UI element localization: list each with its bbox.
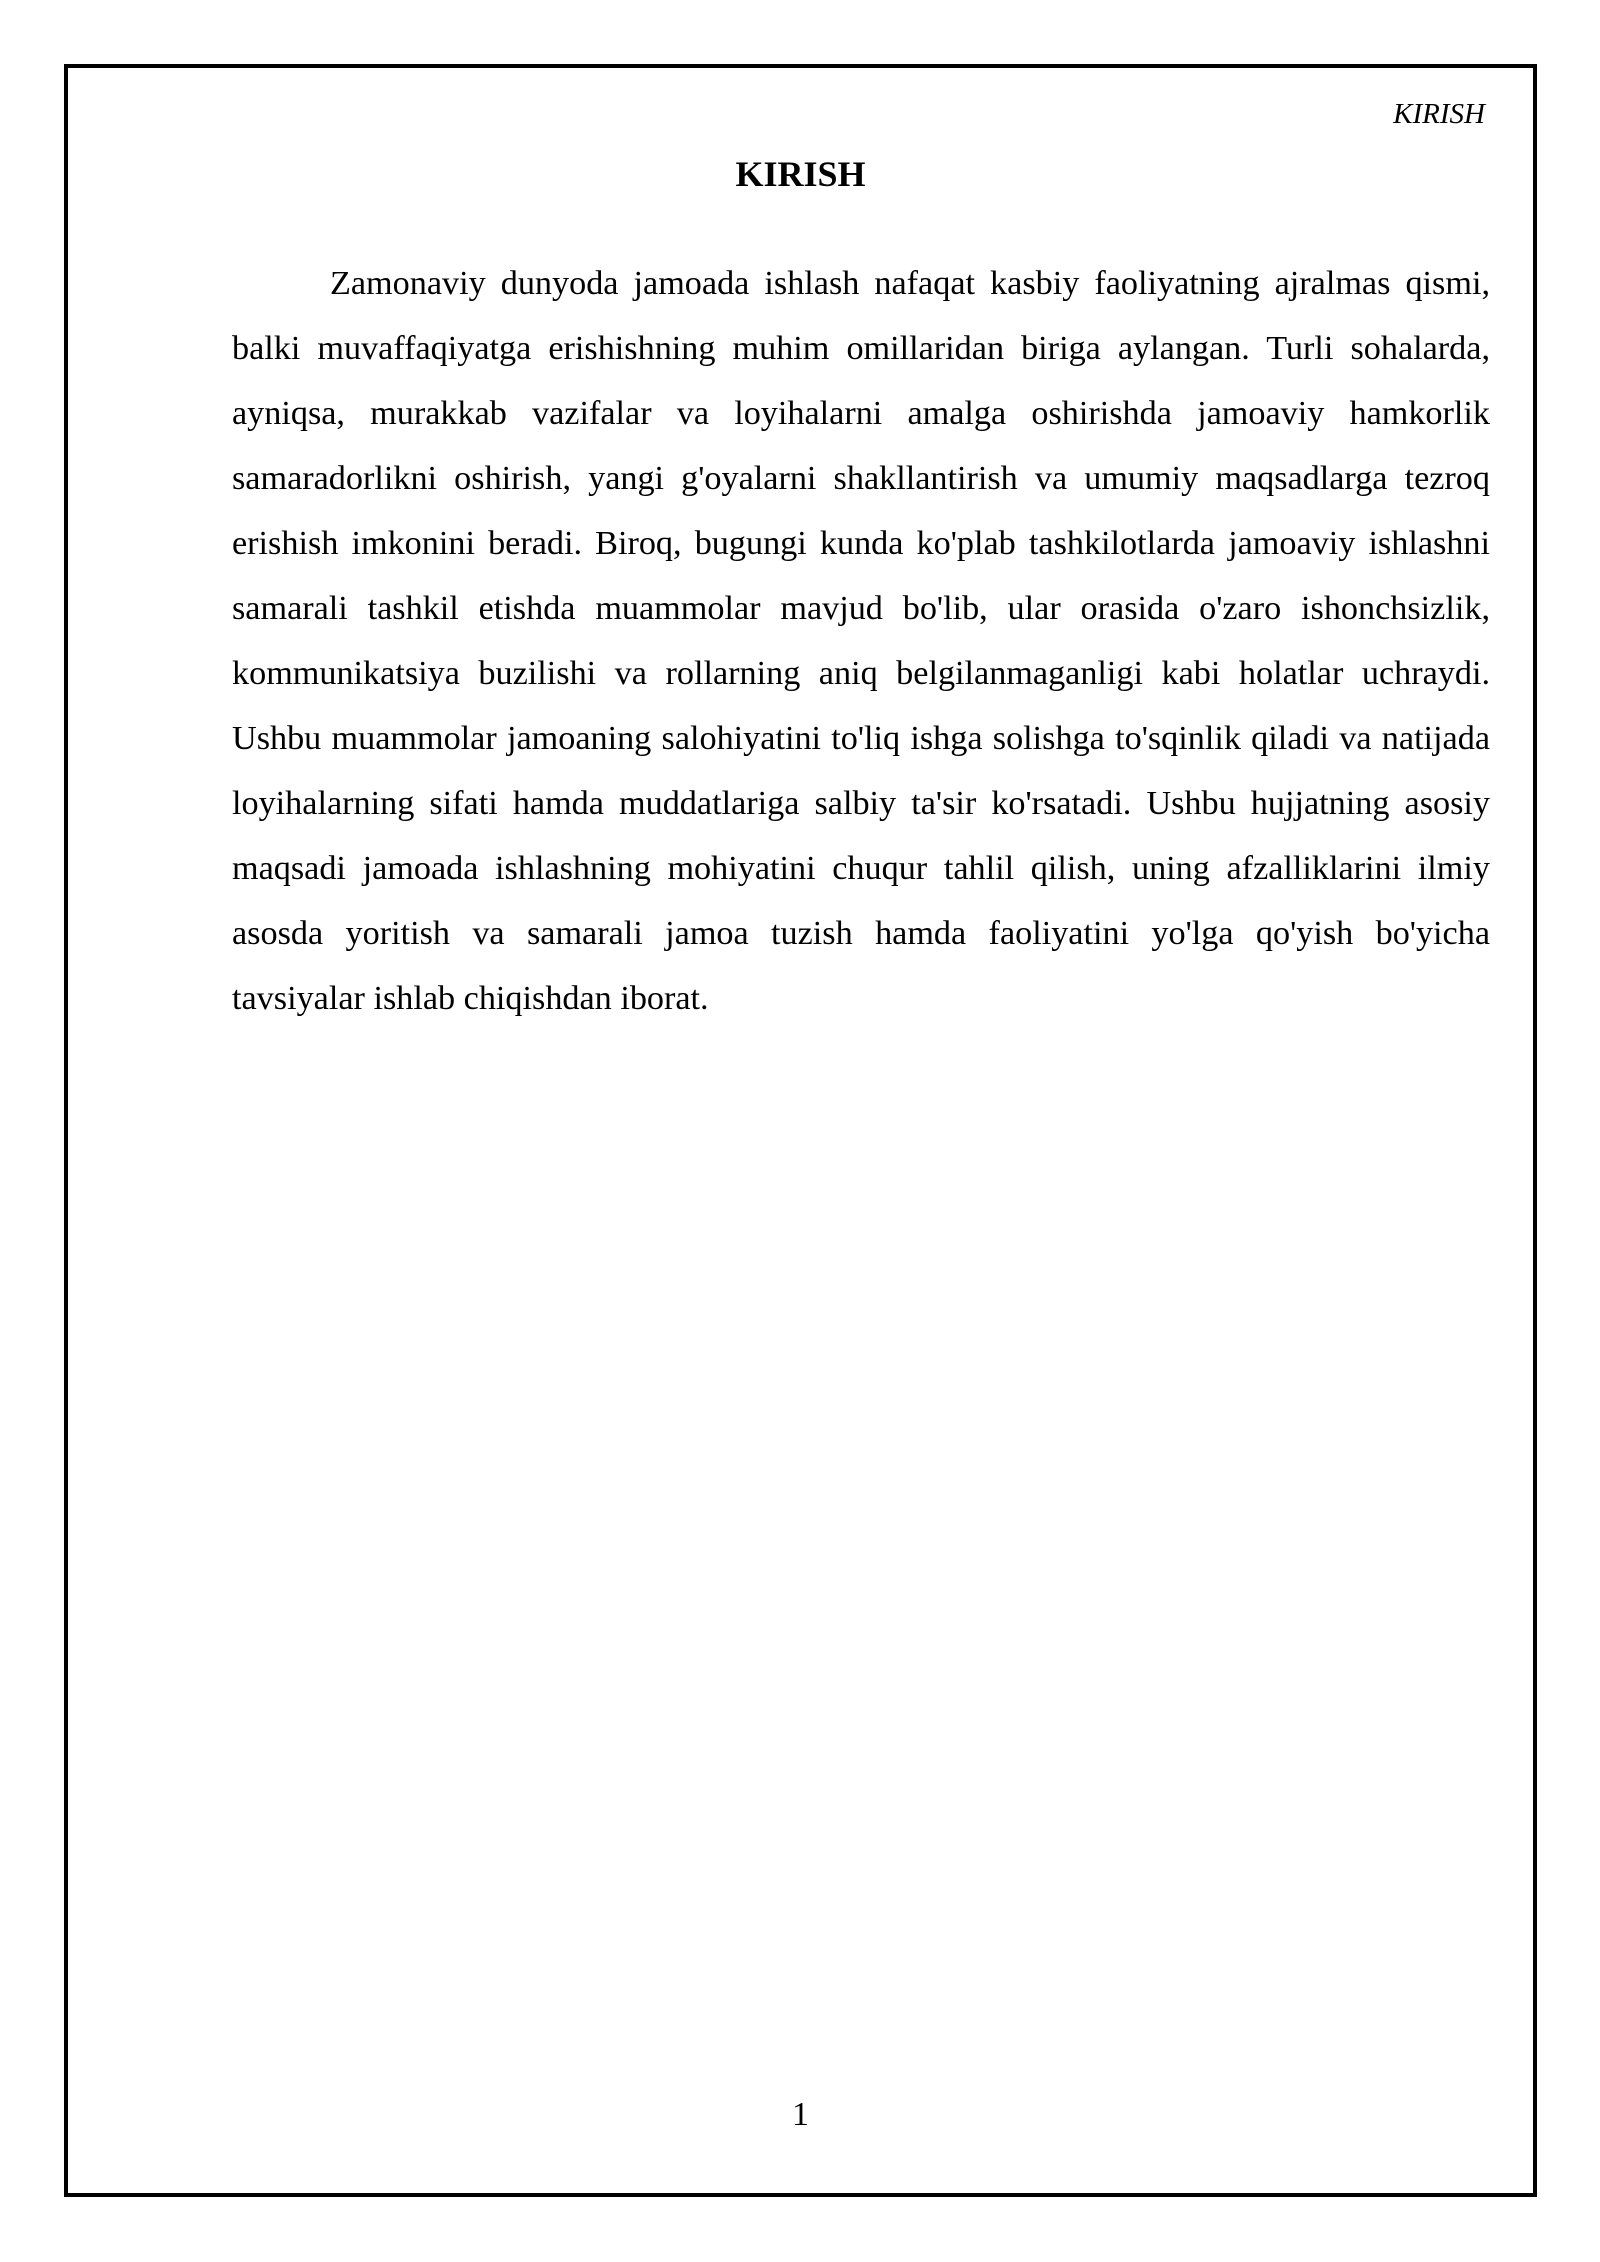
body-paragraph: Zamonaviy dunyoda jamoada ishlash nafaqat kasbiy faoliyatning ajralmas qismi, balki muvaffaqiyatga erishishning muhim omillaridan biriga aylangan. Turli sohalarda, ayniqsa, murakkab vazifalar va loyihalarni amalga oshirishda jamoaviy hamkorlik samaradorlikni oshirish, yangi g'oyalarni shakllantirish va umumiy maqsadlarga tezroq erishish imkonini beradi. Biroq, bugungi kunda ko'plab tashkilotlarda jamoaviy ishlashni samarali tashkil etishda muammolar mavjud bo'lib, ular orasida o'zaro ishonchsizlik, kommunikatsiya buzilishi va rollarning aniq belgilanmaganligi kabi holatlar uchraydi. Ushbu muammolar jamoaning salohiyatini to'liq ishga solishga to'sqinlik qiladi va natijada loyihalarning sifati hamda muddatlariga salbiy ta'sir ko'rsatadi. Ushbu hujjatning asosiy maqsadi jamoada ishlashning mohiyatini chuqur tahlil qilish, uning afzalliklarini ilmiy asosda yoritish va samarali jamoa tuzish hamda faoliyatini yo'lga qo'yish bo'yicha tavsiyalar ishlab chiqishdan iborat. [232, 265, 1490, 1017]
page-title: KIRISH [735, 154, 866, 194]
running-header: KIRISH [1393, 98, 1485, 130]
page-frame [64, 64, 1537, 2197]
page-number: 1 [792, 2096, 809, 2133]
